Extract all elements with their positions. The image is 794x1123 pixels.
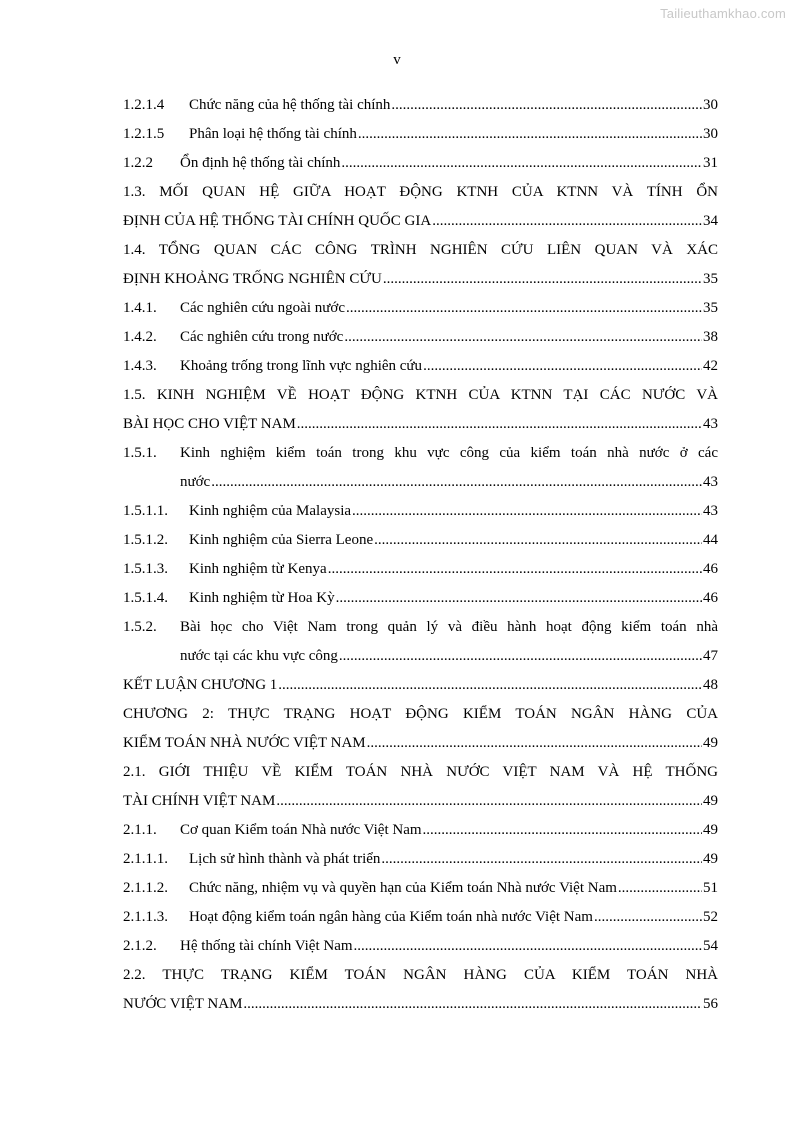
dot-leader — [354, 932, 702, 961]
toc-entry[interactable] — [123, 787, 718, 816]
toc-entry-page: 47 — [703, 648, 718, 664]
toc-entry-title: BÀI HỌC CHO VIỆT NAM — [123, 416, 296, 432]
toc-entry-line1[interactable] — [123, 961, 718, 990]
toc-entry-line1[interactable] — [123, 700, 718, 729]
dot-leader — [367, 729, 702, 758]
toc-entry-page: 43 — [703, 474, 718, 490]
toc-entry-title: Các nghiên cứu ngoài nước — [180, 300, 345, 316]
toc-entry-number: 1.2.1.4 — [123, 97, 165, 113]
toc-entry-page: 51 — [703, 880, 718, 896]
watermark: Tailieuthamkhao.com — [660, 6, 786, 21]
toc-entry-title-line1: 2.1. GIỚI THIỆU VỀ KIỂM TOÁN NHÀ NƯỚC VIỆT NAM VÀ HỆ THỐNG — [123, 764, 718, 780]
toc-entry-number: 1.5.1. — [123, 445, 157, 461]
toc-entry-number: 2.1.2. — [123, 938, 157, 954]
dot-leader — [423, 816, 702, 845]
dot-leader — [344, 323, 702, 352]
toc-entry-page: 46 — [703, 561, 718, 577]
toc-entry-title-line1: 1.4. TỔNG QUAN CÁC CÔNG TRÌNH NGHIÊN CỨU LIÊN QUAN VÀ XÁC — [123, 242, 718, 258]
toc-entry-page: 49 — [703, 851, 718, 867]
toc-entry-page: 54 — [703, 938, 718, 954]
toc-entry[interactable] — [123, 932, 718, 961]
toc-entry-page: 49 — [703, 822, 718, 838]
dot-leader — [328, 555, 702, 584]
toc-entry-number: 1.5.1.1. — [123, 503, 168, 519]
toc-entry-title: ĐỊNH CỦA HỆ THỐNG TÀI CHÍNH QUỐC GIA — [123, 213, 432, 229]
toc-entry-title: Cơ quan Kiểm toán Nhà nước Việt Nam — [180, 822, 422, 838]
dot-leader — [594, 903, 702, 932]
table-of-contents — [123, 91, 718, 1019]
toc-entry-title: KIỂM TOÁN NHÀ NƯỚC VIỆT NAM — [123, 735, 366, 751]
toc-entry-page: 30 — [703, 126, 718, 142]
toc-entry-page: 35 — [703, 271, 718, 287]
dot-leader — [381, 845, 702, 874]
toc-entry-title-line1: 1.3. MỐI QUAN HỆ GIỮA HOẠT ĐỘNG KTNH CỦA KTNN VÀ TÍNH ỔN — [123, 184, 718, 200]
toc-entry-page: 43 — [703, 503, 718, 519]
dot-leader — [346, 294, 702, 323]
toc-entry-number: 1.2.2 — [123, 155, 153, 171]
toc-entry-title-line1: 2.2. THỰC TRẠNG KIỂM TOÁN NGÂN HÀNG CỦA KIỂM TOÁN NHÀ — [123, 967, 718, 983]
toc-entry-title: Ổn định hệ thống tài chính — [180, 155, 341, 171]
toc-entry[interactable] — [123, 265, 718, 294]
toc-entry[interactable] — [123, 671, 718, 700]
toc-entry-number: 2.1.1.1. — [123, 851, 168, 867]
toc-entry-page: 52 — [703, 909, 718, 925]
toc-entry[interactable] — [123, 410, 718, 439]
dot-leader — [278, 671, 702, 700]
toc-entry-page: 43 — [703, 416, 718, 432]
toc-entry[interactable] — [123, 497, 718, 526]
toc-entry-page: 42 — [703, 358, 718, 374]
toc-entry-page: 46 — [703, 590, 718, 606]
toc-entry[interactable] — [123, 294, 718, 323]
toc-entry-line1[interactable] — [123, 613, 718, 642]
toc-entry[interactable] — [123, 990, 718, 1019]
toc-entry-title: Phân loại hệ thống tài chính — [189, 126, 357, 142]
dot-leader — [243, 990, 702, 1019]
toc-entry-title: Lịch sử hình thành và phát triển — [189, 851, 381, 867]
toc-entry-title: Kinh nghiệm của Sierra Leone — [189, 532, 374, 548]
toc-entry-title: Kinh nghiệm của Malaysia — [189, 503, 352, 519]
toc-entry-line1[interactable] — [123, 381, 718, 410]
toc-entry-page: 49 — [703, 793, 718, 809]
toc-entry[interactable] — [123, 555, 718, 584]
toc-entry[interactable] — [123, 91, 718, 120]
toc-entry-title: Chức năng của hệ thống tài chính — [189, 97, 391, 113]
toc-entry-number: 1.5.1.4. — [123, 590, 168, 606]
toc-entry-line1[interactable] — [123, 439, 718, 468]
toc-entry-page: 38 — [703, 329, 718, 345]
toc-entry-line1[interactable] — [123, 178, 718, 207]
dot-leader — [339, 642, 702, 671]
toc-entry-page: 48 — [703, 677, 718, 693]
toc-entry-number: 1.5.1.3. — [123, 561, 168, 577]
dot-leader — [432, 207, 702, 236]
toc-entry-page: 56 — [703, 996, 718, 1012]
toc-entry-line1[interactable] — [123, 758, 718, 787]
toc-entry[interactable] — [123, 207, 718, 236]
toc-entry-number: 1.2.1.5 — [123, 126, 165, 142]
toc-entry[interactable] — [123, 874, 718, 903]
toc-entry[interactable] — [123, 642, 718, 671]
toc-entry-number: 1.4.3. — [123, 358, 157, 374]
dot-leader — [297, 410, 702, 439]
toc-entry-page: 34 — [703, 213, 718, 229]
toc-entry-title: KẾT LUẬN CHƯƠNG 1 — [123, 677, 278, 693]
toc-entry-title-line1: 1.5. KINH NGHIỆM VỀ HOẠT ĐỘNG KTNH CỦA KTNN TẠI CÁC NƯỚC VÀ — [123, 387, 718, 403]
dot-leader — [374, 526, 702, 555]
toc-entry-title: Kinh nghiệm từ Hoa Kỳ — [189, 590, 335, 606]
dot-leader — [618, 874, 702, 903]
toc-entry-title: Hoạt động kiểm toán ngân hàng của Kiểm toán nhà nước Việt Nam — [189, 909, 593, 925]
toc-entry-title: ĐỊNH KHOẢNG TRỐNG NGHIÊN CỨU — [123, 271, 382, 287]
dot-leader — [383, 265, 702, 294]
toc-entry-title: Kinh nghiệm từ Kenya — [189, 561, 327, 577]
toc-entry-title: nước — [180, 474, 211, 490]
toc-entry-number: 1.5.2. — [123, 619, 157, 635]
toc-entry[interactable] — [123, 468, 718, 497]
dot-leader — [276, 787, 702, 816]
toc-entry-page: 30 — [703, 97, 718, 113]
toc-entry-title: Các nghiên cứu trong nước — [180, 329, 344, 345]
toc-entry-title: Hệ thống tài chính Việt Nam — [180, 938, 353, 954]
toc-entry-page: 31 — [703, 155, 718, 171]
toc-entry-number: 2.1.1.3. — [123, 909, 168, 925]
toc-entry-page: 35 — [703, 300, 718, 316]
toc-entry-title-line1: Bài học cho Việt Nam trong quản lý và điều hành hoạt động kiểm toán nhà — [180, 619, 718, 635]
dot-leader — [211, 468, 702, 497]
toc-entry[interactable] — [123, 816, 718, 845]
toc-entry-line1[interactable] — [123, 236, 718, 265]
toc-entry-title: NƯỚC VIỆT NAM — [123, 996, 243, 1012]
toc-entry-title-line1: Kinh nghiệm kiểm toán trong khu vực công của kiểm toán nhà nước ở các — [180, 445, 718, 461]
toc-entry[interactable] — [123, 526, 718, 555]
toc-entry[interactable] — [123, 903, 718, 932]
toc-entry[interactable] — [123, 845, 718, 874]
toc-entry-title: Khoảng trống trong lĩnh vực nghiên cứu — [180, 358, 423, 374]
toc-entry-page: 49 — [703, 735, 718, 751]
dot-leader — [352, 497, 702, 526]
dot-leader — [341, 149, 702, 178]
toc-entry-title: Chức năng, nhiệm vụ và quyền hạn của Kiểm toán Nhà nước Việt Nam — [189, 880, 617, 896]
dot-leader — [336, 584, 702, 613]
toc-entry[interactable] — [123, 584, 718, 613]
toc-entry-number: 2.1.1. — [123, 822, 157, 838]
toc-entry-title-line1: CHƯƠNG 2: THỰC TRẠNG HOẠT ĐỘNG KIỂM TOÁN NGÂN HÀNG CỦA — [123, 706, 718, 722]
page-number: v — [393, 52, 401, 68]
dot-leader — [423, 352, 702, 381]
toc-entry-title: nước tại các khu vực công — [180, 648, 338, 664]
toc-entry-number: 1.4.2. — [123, 329, 157, 345]
toc-entry-number: 2.1.1.2. — [123, 880, 168, 896]
toc-entry-number: 1.4.1. — [123, 300, 157, 316]
dot-leader — [391, 91, 702, 120]
toc-entry[interactable] — [123, 729, 718, 758]
toc-entry[interactable] — [123, 149, 718, 178]
toc-entry[interactable] — [123, 352, 718, 381]
toc-entry-page: 44 — [703, 532, 718, 548]
toc-entry-number: 1.5.1.2. — [123, 532, 168, 548]
toc-entry[interactable] — [123, 323, 718, 352]
toc-entry-title: TÀI CHÍNH VIỆT NAM — [123, 793, 276, 809]
dot-leader — [358, 120, 702, 149]
toc-entry[interactable] — [123, 120, 718, 149]
